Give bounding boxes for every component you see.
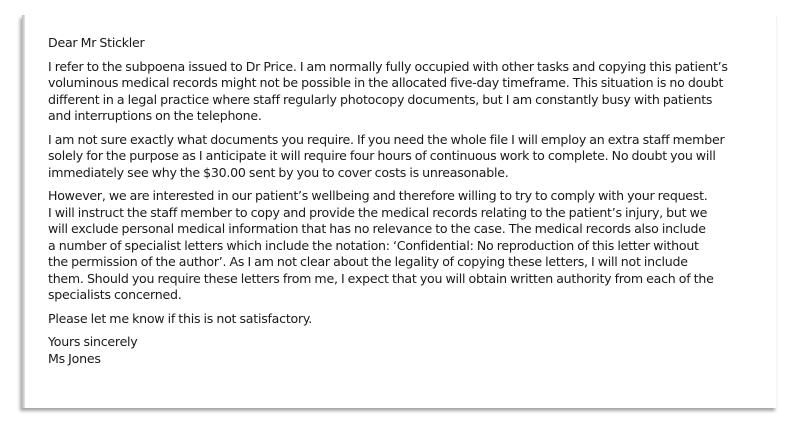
paragraph-line: and interruptions on the telephone. [48,108,262,123]
letter-panel [22,15,777,408]
paragraph-request [48,311,748,328]
paragraph-line: a number of specialist letters which include the notation: ‘Confidential: No reproduction of this letter without [48,237,699,253]
salutation-text: Dear Mr Stickler [48,35,145,50]
sign-off [48,334,748,367]
paragraph-line: voluminous medical records might not be possible in the allocated five-day timeframe. This situation is no doubt [48,75,724,90]
letter-body [48,35,748,374]
paragraph-documents [48,132,748,182]
paragraph-line: will exclude personal medical information that has no relevance to the case. The medical records also include [48,221,706,236]
paragraph-line: Please let me know if this is not satisfactory. [48,310,313,326]
paragraph-line: immediately see why the $30.00 sent by you to cover costs is unreasonable. [48,164,509,180]
paragraph-line: However, we are interested in our patient’s wellbeing and therefore willing to try to comply with your request. [48,188,708,203]
paragraph-line: specialists concerned. [48,287,182,302]
paragraph-line: I will instruct the staff member to copy and provide the medical records relating to the patient’s injury, but we [48,204,708,220]
salutation [48,35,748,52]
paragraph-line: them. Should you require these letters from me, I expect that you will obtain written authority from each of the [48,270,714,286]
signature-text: Ms Jones [48,350,101,366]
paragraph-line: solely for the purpose as I anticipate it will require four hours of continuous work to complete. No doubt you will [48,148,716,163]
paragraph-compliance [48,188,748,304]
paragraph-subpoena [48,59,748,125]
paragraph-line: I refer to the subpoena issued to Dr Price. I am normally fully occupied with other tasks and copying this patient’s [48,58,728,74]
paragraph-line: different in a legal practice where staff regularly photocopy documents, but I am constantly busy with patients [48,91,713,107]
paragraph-line: I am not sure exactly what documents you require. If you need the whole file I will employ an extra staff member [48,131,725,147]
paragraph-line: the permission of the author’. As I am not clear about the legality of copying these letters, I will not include [48,254,688,269]
closing-text: Yours sincerely [48,334,138,349]
